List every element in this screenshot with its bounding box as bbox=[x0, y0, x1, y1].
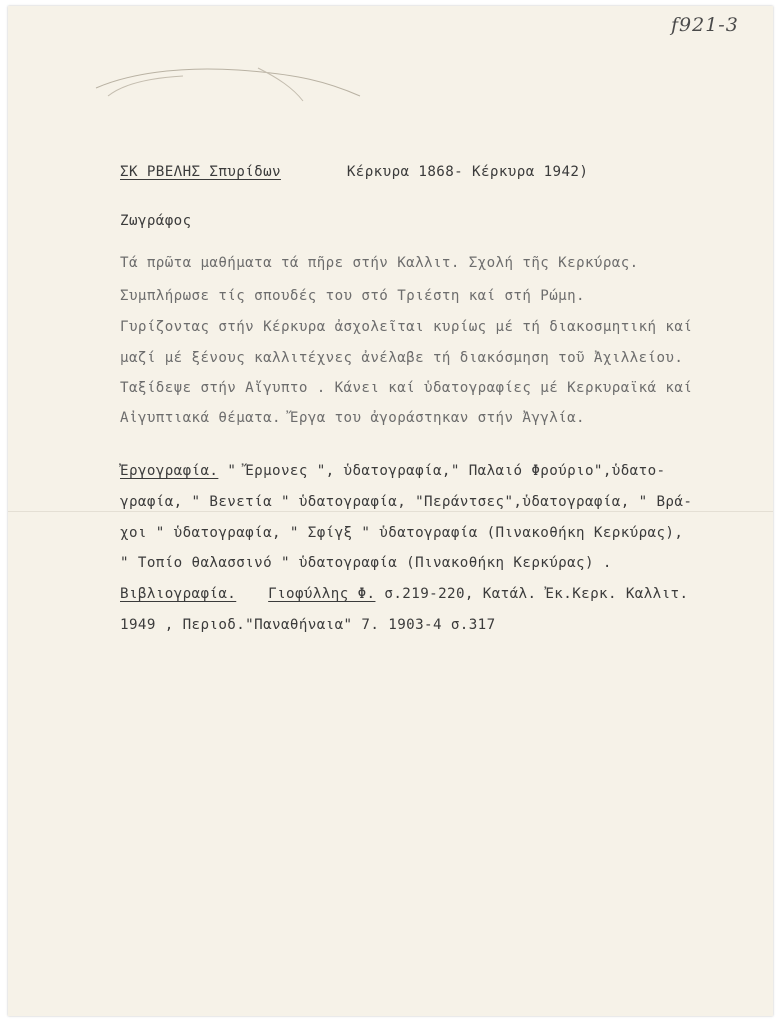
bibliography-text: σ.219-220, Κατάλ. Ἐκ.Κερκ. Καλλιτ. bbox=[384, 586, 689, 602]
document-page bbox=[8, 6, 773, 1016]
bio-line-6: Αἰγυπτιακά θέματα. Ἔργα του ἀγοράστηκαν στήν Ἀγγλία. bbox=[120, 410, 585, 426]
profession: Ζωγράφος bbox=[120, 213, 192, 229]
bio-line-2: Συμπλήρωσε τίς σπουδές του στό Τριέστη καί στή Ρώμη. bbox=[120, 288, 585, 304]
bibliography-label: Βιβλιογραφία. bbox=[120, 586, 237, 602]
bio-line-4: μαζί μέ ξένους καλλιτέχνες ἀνέλαβε τή διακόσμηση τοῦ Ἀχιλλείου. bbox=[120, 350, 684, 366]
works-text-1: " Ἔρμονες ", ὑδατογραφία," Παλαιό Φρούριο",ὑδατο- bbox=[227, 463, 666, 479]
archive-number: f921-3 bbox=[671, 14, 739, 36]
works-line-2: γραφία, " Βενετία " ὑδατογραφία, "Περάντσες",ὑδατογραφία, " Βρά- bbox=[120, 494, 693, 510]
bibliography-line-2: 1949 , Περιοδ."Παναθήναια" 7. 1903-4 σ.317 bbox=[120, 617, 496, 633]
works-line-4: " Τοπίο θαλασσινό " ὑδατογραφία (Πινακοθήκη Κερκύρας) . bbox=[120, 555, 612, 571]
bio-line-5: Ταξίδεψε στήν Αἴγυπτο . Κάνει καί ὑδατογραφίες μέ Κερκυραϊκά καί bbox=[120, 380, 693, 396]
bibliography-line-1 bbox=[120, 586, 688, 602]
works-label: Ἐργογραφία. bbox=[120, 463, 219, 479]
bio-line-1: Τά πρῶτα μαθήματα τά πῆρε στήν Καλλιτ. Σχολή τῆς Κερκύρας. bbox=[120, 255, 639, 271]
works-line-1 bbox=[120, 463, 665, 479]
bibliography-author: Γιοφύλλης Φ. bbox=[268, 586, 376, 602]
paper-fold bbox=[8, 511, 773, 512]
works-line-3: χοι " ὑδατογραφία, " Σφίγξ " ὑδατογραφία (Πινακοθήκη Κερκύρας), bbox=[120, 525, 684, 541]
artist-name: ΣΚ ΡΒΕΛΗΣ Σπυρίδων bbox=[120, 164, 281, 180]
bio-line-3: Γυρίζοντας στήν Κέρκυρα ἀσχολεῖται κυρίως μέ τή διακοσμητική καί bbox=[120, 319, 693, 335]
header-line bbox=[120, 164, 588, 180]
pencil-mark bbox=[88, 56, 368, 116]
birth-death-dates: Κέρκυρα 1868- Κέρκυρα 1942) bbox=[346, 164, 589, 180]
